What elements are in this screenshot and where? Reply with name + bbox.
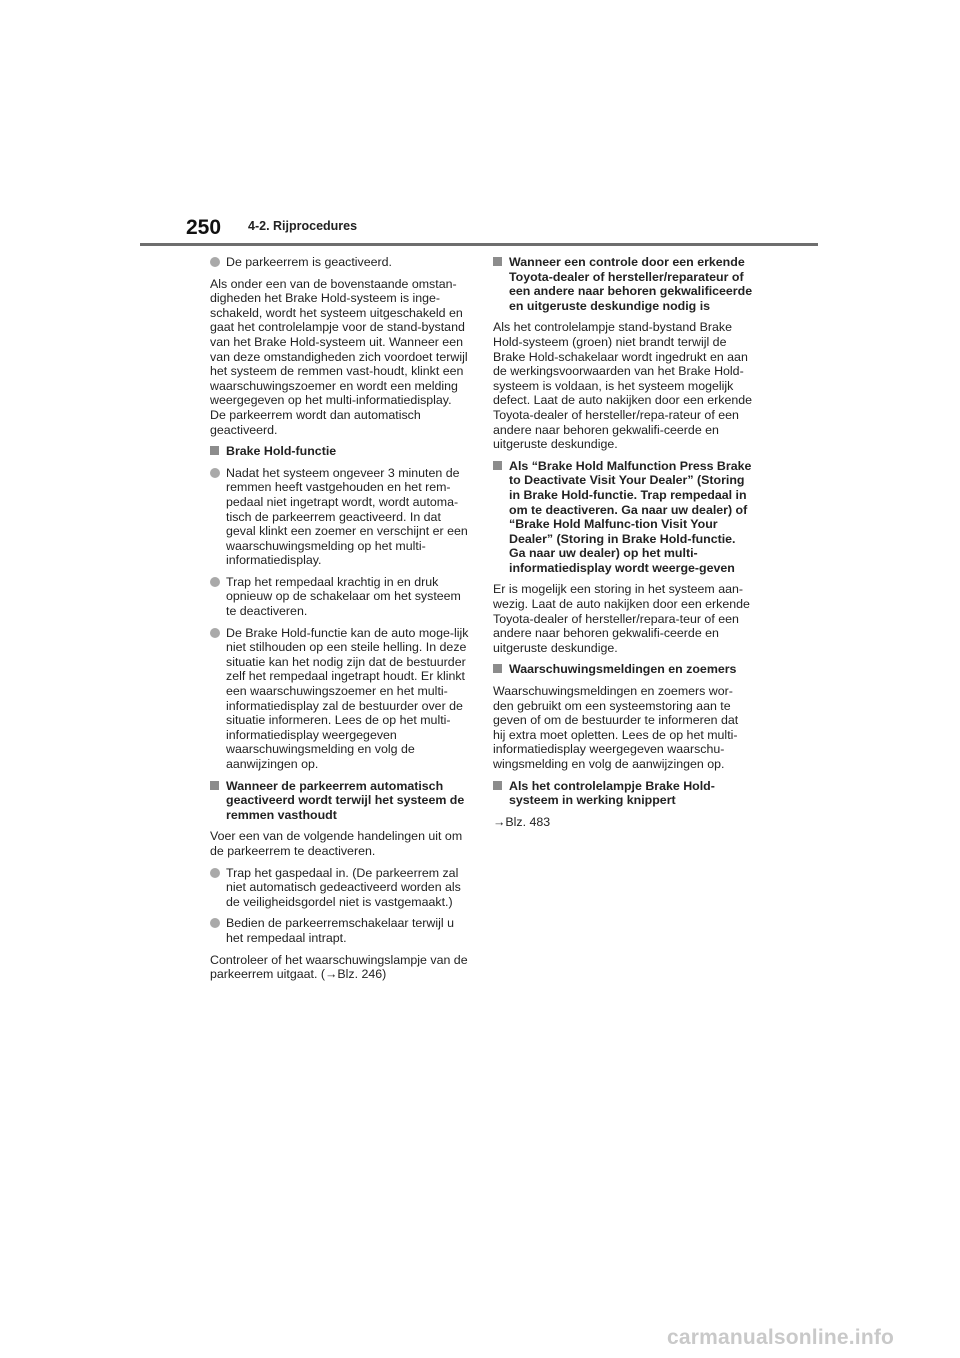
bullet-item	[210, 255, 470, 270]
bullet-dot-icon	[210, 257, 220, 267]
heading-text: Waarschuwingsmeldingen en zoemers	[509, 662, 737, 677]
square-bullet-icon	[493, 664, 502, 673]
paragraph	[493, 320, 753, 451]
bullet-item	[210, 916, 470, 945]
bullet-dot-icon	[210, 577, 220, 587]
square-bullet-icon	[210, 446, 219, 455]
heading-text: Wanneer een controle door een erkende Toyota-dealer of hersteller/reparateur of een andere naar behoren gekwalificeerde en uitgeruste deskundige nodig is	[509, 255, 753, 313]
section-title: 4-2. Rijprocedures	[248, 219, 358, 233]
paragraph	[210, 829, 470, 858]
bullet-dot-icon	[210, 628, 220, 638]
paragraph	[493, 684, 753, 772]
left-column	[210, 255, 470, 989]
paragraph-text: Controleer of het waarschuwingslampje van de parkeerrem uitgaat. (→Blz. 246)	[210, 952, 468, 982]
section-heading	[210, 779, 470, 823]
bullet-item	[210, 466, 470, 568]
bullet-item	[210, 626, 470, 772]
paragraph-text: Er is mogelijk een storing in het systeem aan-wezig. Laat de auto nakijken door een erkende Toyota-dealer of hersteller/repara-teur of een andere naar behoren gekwalifi-ceerde en uitgeruste deskundige.	[493, 582, 750, 655]
section-heading	[493, 662, 753, 677]
section-heading	[493, 779, 753, 808]
square-bullet-icon	[493, 781, 502, 790]
paragraph-text: Als het controlelampje stand-bystand Brake Hold-systeem (groen) niet brandt terwijl de Brake Hold-schakelaar wordt ingedrukt en aan de werkingsvoorwaarden van het Brake Hold-systeem is voldaan, is het systeem mogelijk defect. Laat de auto nakijken door een erkende Toyota-dealer of hersteller/repa-rateur of een andere naar behoren gekwalifi-ceerde en uitgeruste deskundige.	[493, 320, 753, 452]
right-column	[493, 255, 753, 836]
paragraph-text: Waarschuwingsmeldingen en zoemers wor-den gebruikt om een systeemstoring aan te geven of om de bestuurder te informeren dat hij extra moet opletten. Lees de op het multi-informatiedisplay weergegeven waarschu-wingsmelding en volg de aanwijzingen op.	[493, 684, 739, 771]
heading-text: Brake Hold-functie	[226, 444, 337, 459]
heading-text: Als “Brake Hold Malfunction Press Brake to Deactivate Visit Your Dealer” (Storing in Brake Hold-functie. Trap rempedaal in om te deactiveren. Ga naar uw dealer) of “Brake Hold Malfunc-tion Visit Your Dealer” (Storing in Brake Hold-functie. Ga naar uw dealer) op het multi-informatiedisplay wordt weerge-geven	[509, 458, 752, 575]
paragraph-text: Voer een van de volgende handelingen uit om de parkeerrem te deactiveren.	[210, 829, 463, 858]
bullet-text: Nadat het systeem ongeveer 3 minuten de remmen heeft vastgehouden en het rem-pedaal niet ingetrapt wordt, wordt automa-tisch de parkeerrem geactiveerd. In dat geval klinkt een zoemer en verschijnt er een waarschuwingsmelding op het multi-informatiedisplay.	[226, 465, 468, 568]
bullet-item	[210, 575, 470, 619]
bullet-text: De parkeerrem is geactiveerd.	[226, 255, 392, 269]
paragraph	[493, 582, 753, 655]
heading-text: Wanneer de parkeerrem automatisch geactiveerd wordt terwijl het systeem de remmen vasthoudt	[226, 778, 465, 822]
bullet-item	[210, 866, 470, 910]
bullet-text: Trap het rempedaal krachtig in en druk opnieuw op de schakelaar om het systeem te deactiveren.	[226, 574, 461, 619]
section-heading	[210, 444, 470, 459]
heading-text: Als het controlelampje Brake Hold-systeem in werking knippert	[509, 778, 715, 808]
page-number: 250	[186, 216, 222, 239]
square-bullet-icon	[493, 461, 502, 470]
section-heading	[493, 255, 753, 313]
square-bullet-icon	[210, 781, 219, 790]
bullet-dot-icon	[210, 868, 220, 878]
section-heading	[493, 459, 753, 576]
header-rule	[140, 243, 818, 246]
bullet-text: Bedien de parkeerremschakelaar terwijl u het rempedaal intrapt.	[226, 916, 454, 945]
bullet-text: De Brake Hold-functie kan de auto moge-lijk niet stilhouden op een steile helling. In deze situatie kan het nodig zijn dat de bestuurder zelf het rempedaal ingetrapt houdt. Er klinkt een waarschuwingszoemer en het multi-informatiedisplay zal de bestuurder over de situatie informeren. Lees de op het multi-informatiedisplay weergegeven waarschuwingsmelding en volg de aanwijzingen op.	[226, 625, 469, 771]
page-reference	[493, 815, 753, 830]
reference-text: →Blz. 483	[493, 814, 551, 829]
paragraph	[210, 277, 470, 438]
bullet-text: Trap het gaspedaal in. (De parkeerrem zal niet automatisch gedeactiveerd worden als de veiligheidsgordel niet is vastgemaakt.)	[226, 865, 461, 909]
paragraph	[210, 953, 470, 982]
bullet-dot-icon	[210, 918, 220, 928]
square-bullet-icon	[493, 257, 502, 266]
watermark: carmanualsonline.info	[667, 1326, 895, 1349]
bullet-dot-icon	[210, 468, 220, 478]
paragraph-text: Als onder een van de bovenstaande omstan-digheden het Brake Hold-systeem is inge-schakeld, wordt het systeem uitgeschakeld en gaat het controlelampje voor de stand-bystand van het Brake Hold-systeem uit. Wanneer een van deze omstandigheden zich voordoet terwijl het systeem de remmen vast-houdt, klinkt een waarschuwingszoemer en wordt een melding weergegeven op het multi-informatiedisplay. De parkeerrem wordt dan automatisch geactiveerd.	[210, 276, 468, 437]
